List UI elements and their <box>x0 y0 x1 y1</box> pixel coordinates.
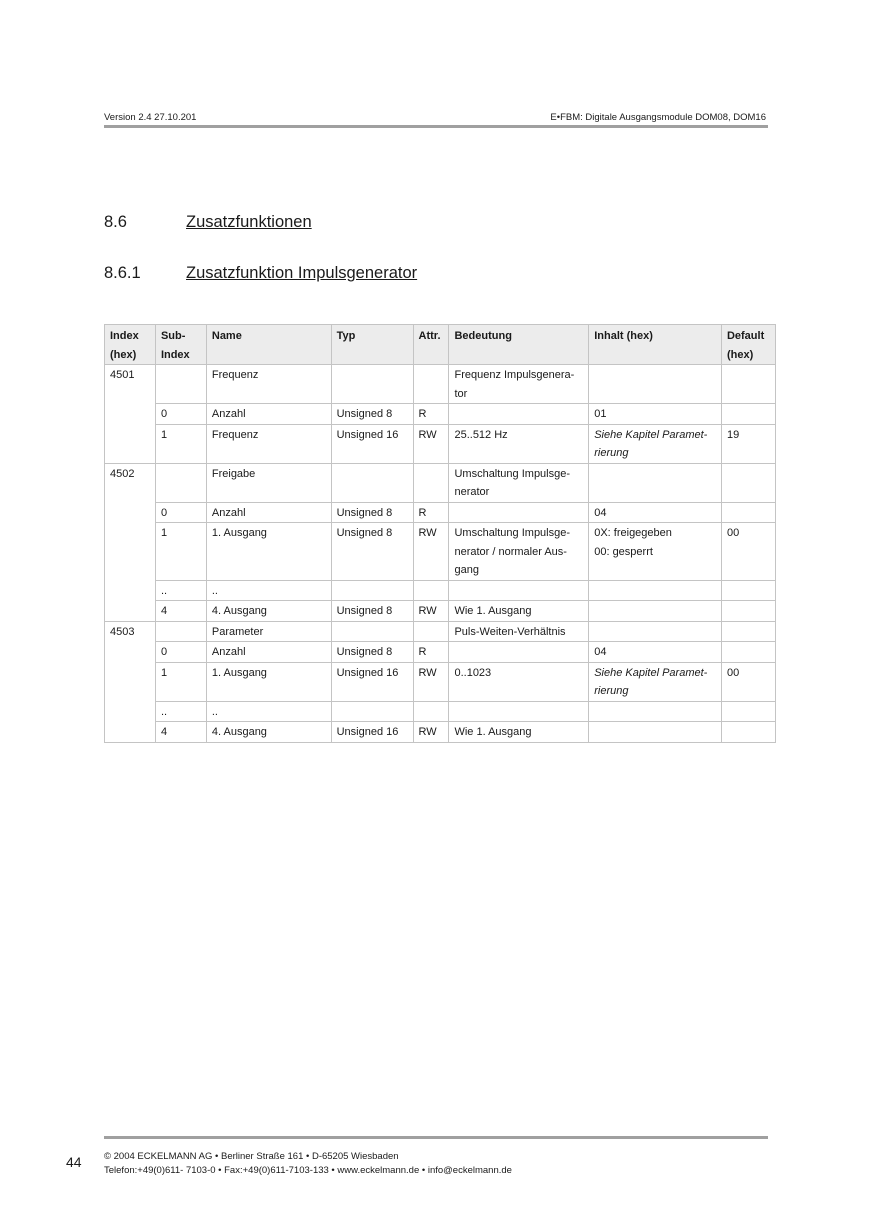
table-row <box>105 701 776 722</box>
header-name: Name <box>206 325 331 365</box>
cell-index <box>105 642 156 663</box>
cell-index: 4502 <box>105 463 156 502</box>
cell-index: 4503 <box>105 621 156 642</box>
cell-bedeutung: Frequenz Impulsgenera- tor <box>449 365 589 404</box>
section-heading-8-6 <box>104 213 312 232</box>
cell-inhalt <box>589 580 722 601</box>
object-dictionary-table <box>104 324 776 743</box>
cell-bedeutung <box>449 404 589 425</box>
cell-default <box>721 642 775 663</box>
cell-bedeutung: Wie 1. Ausgang <box>449 601 589 622</box>
cell-name: 4. Ausgang <box>206 722 331 743</box>
cell-inhalt: Siehe Kapitel Paramet- rierung <box>589 662 722 701</box>
cell-typ: Unsigned 8 <box>331 523 413 581</box>
section-title: Zusatzfunktionen <box>186 213 312 231</box>
cell-attr: RW <box>413 601 449 622</box>
cell-name: Frequenz <box>206 365 331 404</box>
cell-subindex: 4 <box>155 722 206 743</box>
cell-typ <box>331 580 413 601</box>
section-title: Zusatzfunktion Impulsgenerator <box>186 264 418 282</box>
cell-attr: R <box>413 404 449 425</box>
cell-typ: Unsigned 16 <box>331 662 413 701</box>
cell-subindex: 0 <box>155 502 206 523</box>
table-row <box>105 424 776 463</box>
cell-inhalt <box>589 365 722 404</box>
cell-default <box>721 601 775 622</box>
cell-typ: Unsigned 8 <box>331 404 413 425</box>
cell-bedeutung <box>449 642 589 663</box>
cell-name: Anzahl <box>206 642 331 663</box>
cell-typ: Unsigned 8 <box>331 642 413 663</box>
cell-name: 1. Ausgang <box>206 662 331 701</box>
cell-subindex <box>155 365 206 404</box>
section-heading-8-6-1 <box>104 264 417 283</box>
cell-subindex: 1 <box>155 424 206 463</box>
cell-default: 19 <box>721 424 775 463</box>
header-default: Default (hex) <box>721 325 775 365</box>
cell-subindex: 0 <box>155 404 206 425</box>
cell-inhalt: 0X: freigegeben 00: gesperrt <box>589 523 722 581</box>
cell-inhalt: 01 <box>589 404 722 425</box>
cell-attr: R <box>413 502 449 523</box>
cell-default <box>721 621 775 642</box>
table-row <box>105 601 776 622</box>
table-row <box>105 404 776 425</box>
cell-default <box>721 404 775 425</box>
cell-index <box>105 523 156 581</box>
cell-name: 1. Ausgang <box>206 523 331 581</box>
table-row <box>105 642 776 663</box>
cell-index <box>105 502 156 523</box>
cell-subindex <box>155 621 206 642</box>
table-row <box>105 502 776 523</box>
cell-attr <box>413 463 449 502</box>
cell-index <box>105 404 156 425</box>
table-row <box>105 463 776 502</box>
table-row <box>105 580 776 601</box>
cell-attr <box>413 621 449 642</box>
header-document-title: E•FBM: Digitale Ausgangsmodule DOM08, DOM16 <box>550 112 766 123</box>
cell-typ <box>331 621 413 642</box>
header-version: Version 2.4 27.10.201 <box>104 112 197 123</box>
cell-name: .. <box>206 580 331 601</box>
cell-bedeutung: Wie 1. Ausgang <box>449 722 589 743</box>
cell-inhalt: 04 <box>589 502 722 523</box>
cell-typ <box>331 365 413 404</box>
cell-subindex: 0 <box>155 642 206 663</box>
cell-subindex: .. <box>155 580 206 601</box>
cell-subindex: 4 <box>155 601 206 622</box>
cell-inhalt <box>589 601 722 622</box>
cell-name: 4. Ausgang <box>206 601 331 622</box>
footer-divider <box>104 1136 768 1139</box>
cell-attr: RW <box>413 424 449 463</box>
cell-index <box>105 601 156 622</box>
cell-name: Frequenz <box>206 424 331 463</box>
section-number: 8.6 <box>104 213 127 231</box>
header-attr: Attr. <box>413 325 449 365</box>
cell-index <box>105 722 156 743</box>
table-row <box>105 365 776 404</box>
table-row <box>105 662 776 701</box>
cell-typ: Unsigned 8 <box>331 502 413 523</box>
cell-attr <box>413 701 449 722</box>
cell-index <box>105 580 156 601</box>
cell-default <box>721 580 775 601</box>
cell-bedeutung: Umschaltung Impulsge- nerator <box>449 463 589 502</box>
cell-bedeutung <box>449 580 589 601</box>
header-inhalt: Inhalt (hex) <box>589 325 722 365</box>
header-typ: Typ <box>331 325 413 365</box>
cell-name: Anzahl <box>206 502 331 523</box>
cell-subindex <box>155 463 206 502</box>
cell-default: 00 <box>721 662 775 701</box>
cell-bedeutung: 25..512 Hz <box>449 424 589 463</box>
cell-name: .. <box>206 701 331 722</box>
cell-inhalt: 04 <box>589 642 722 663</box>
cell-default <box>721 502 775 523</box>
cell-subindex: .. <box>155 701 206 722</box>
cell-attr <box>413 365 449 404</box>
cell-attr: RW <box>413 722 449 743</box>
cell-index <box>105 701 156 722</box>
table-header-row <box>105 325 776 365</box>
cell-inhalt <box>589 722 722 743</box>
cell-inhalt <box>589 463 722 502</box>
cell-index <box>105 424 156 463</box>
header-bedeutung: Bedeutung <box>449 325 589 365</box>
page-number: 44 <box>66 1154 82 1170</box>
cell-subindex: 1 <box>155 662 206 701</box>
table-row <box>105 722 776 743</box>
table-row <box>105 621 776 642</box>
cell-bedeutung <box>449 701 589 722</box>
cell-inhalt: Siehe Kapitel Paramet- rierung <box>589 424 722 463</box>
cell-index: 4501 <box>105 365 156 404</box>
cell-typ <box>331 701 413 722</box>
cell-attr: R <box>413 642 449 663</box>
cell-bedeutung <box>449 502 589 523</box>
footer-address: © 2004 ECKELMANN AG • Berliner Straße 161 • D-65205 Wiesbaden <box>104 1151 399 1162</box>
header-subindex: Sub- Index <box>155 325 206 365</box>
cell-attr: RW <box>413 662 449 701</box>
cell-default <box>721 463 775 502</box>
cell-typ: Unsigned 16 <box>331 722 413 743</box>
header-divider <box>104 125 768 128</box>
cell-name: Anzahl <box>206 404 331 425</box>
cell-attr <box>413 580 449 601</box>
cell-bedeutung: Umschaltung Impulsge- nerator / normaler Aus- gang <box>449 523 589 581</box>
cell-typ: Unsigned 16 <box>331 424 413 463</box>
footer-contact: Telefon:+49(0)611- 7103-0 • Fax:+49(0)611-7103-133 • www.eckelmann.de • info@eckelmann.de <box>104 1165 512 1176</box>
section-number: 8.6.1 <box>104 264 141 282</box>
cell-bedeutung: Puls-Weiten-Verhältnis <box>449 621 589 642</box>
cell-name: Parameter <box>206 621 331 642</box>
cell-bedeutung: 0..1023 <box>449 662 589 701</box>
cell-subindex: 1 <box>155 523 206 581</box>
cell-default <box>721 722 775 743</box>
cell-inhalt <box>589 621 722 642</box>
cell-default: 00 <box>721 523 775 581</box>
cell-default <box>721 701 775 722</box>
table-row <box>105 523 776 581</box>
cell-name: Freigabe <box>206 463 331 502</box>
cell-typ <box>331 463 413 502</box>
cell-typ: Unsigned 8 <box>331 601 413 622</box>
cell-index <box>105 662 156 701</box>
header-index: Index (hex) <box>105 325 156 365</box>
cell-inhalt <box>589 701 722 722</box>
cell-default <box>721 365 775 404</box>
cell-attr: RW <box>413 523 449 581</box>
